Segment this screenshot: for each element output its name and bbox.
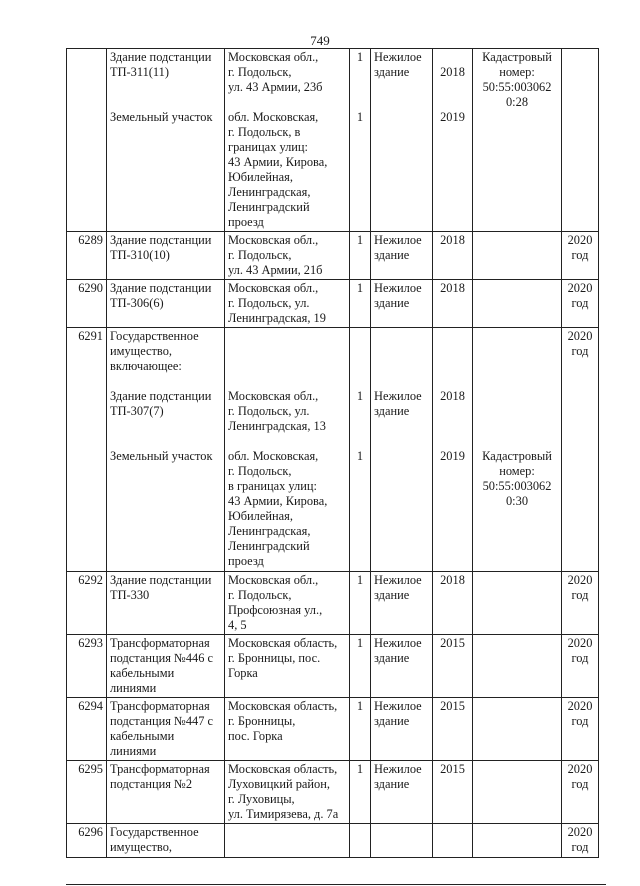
cell-name [107, 49, 225, 232]
cell-line: 2020 [567, 762, 593, 776]
cell-year [433, 328, 473, 572]
cell-type [371, 698, 433, 761]
cell-number: 6292 [67, 572, 107, 635]
cell-type [371, 572, 433, 635]
cell-line: год [571, 714, 589, 728]
cell-end-year [562, 328, 599, 572]
cell-address [225, 635, 350, 698]
cell-line: г. Подольск, в [228, 125, 301, 139]
cell-line: год [571, 840, 589, 854]
cell-line: ТП-311(11) [110, 65, 169, 79]
cell-line: проезд [228, 215, 264, 229]
cell-line: год [571, 248, 589, 262]
cell-line: ТП-330 [110, 588, 150, 602]
cell-number: 6295 [67, 761, 107, 824]
cell-name [107, 635, 225, 698]
cell-line: г. Подольск, ул. [228, 296, 310, 310]
cell-line: г. Бронницы, пос. [228, 651, 321, 665]
cell-line: 1 [356, 762, 364, 776]
cell-line [436, 344, 469, 359]
cell-line: здание [374, 714, 410, 728]
cell-line: Нежилое [374, 573, 422, 587]
cell-line: имущество, [110, 840, 172, 854]
cell-year [433, 572, 473, 635]
cell-line: Ленинградская, [228, 524, 311, 538]
cell-end-year [562, 572, 599, 635]
cell-note [473, 232, 562, 280]
cell-line: год [571, 296, 589, 310]
page-number: 749 [310, 33, 330, 48]
cell-line: Ленинградский [228, 200, 310, 214]
cell-line [436, 95, 469, 110]
cell-line: номер: [499, 464, 535, 478]
cell-type [371, 824, 433, 858]
cell-line [110, 419, 221, 434]
cell-line: 1 [356, 573, 364, 587]
cell-line [228, 359, 346, 374]
cell-line: здание [374, 777, 410, 791]
cell-line: включающее: [110, 359, 182, 373]
cell-address [225, 328, 350, 572]
cell-line: 1 [356, 449, 364, 463]
cell-type [371, 280, 433, 328]
cell-line: Ленинградский [228, 539, 310, 553]
cell-line: 2020 [567, 329, 593, 343]
cell-name [107, 572, 225, 635]
cell-line: 2020 [567, 233, 593, 247]
cell-line: год [571, 777, 589, 791]
cell-number: 6296 [67, 824, 107, 858]
cell-line: 1 [356, 50, 364, 64]
cell-line: Здание подстанции [110, 233, 212, 247]
cell-line: 1 [356, 110, 364, 124]
cell-line [374, 374, 429, 389]
cell-line [476, 434, 558, 449]
cell-year [433, 232, 473, 280]
cell-line: 2020 [567, 636, 593, 650]
cell-line [436, 374, 469, 389]
cell-line: обл. Московская, [228, 110, 319, 124]
cell-line: Московская область, [228, 636, 338, 650]
cell-line: 43 Армии, Кирова, [228, 155, 328, 169]
cell-number [67, 49, 107, 232]
cell-line: Юбилейная, [228, 170, 293, 184]
cell-line: Здание подстанции [110, 573, 212, 587]
cell-end-year [562, 824, 599, 858]
cell-line: Ленинградская, 13 [228, 419, 326, 433]
table-row [67, 824, 599, 858]
registry-body [67, 49, 599, 858]
cell-line: Здание подстанции [110, 389, 212, 403]
cell-line: Профсоюзная ул., [228, 603, 323, 617]
cell-line: Здание подстанции [110, 281, 212, 295]
cell-line [353, 359, 367, 374]
cell-line [110, 80, 221, 95]
cell-line: 43 Армии, Кирова, [228, 494, 328, 508]
cell-line [228, 344, 346, 359]
cell-line [476, 404, 558, 419]
cell-line: Московская обл., [228, 281, 319, 295]
cell-line: 1 [356, 281, 364, 295]
cell-line: 2018 [440, 65, 465, 79]
table-row [67, 761, 599, 824]
cell-line [353, 329, 367, 344]
cell-line: 2015 [440, 762, 465, 776]
cell-line [110, 374, 221, 389]
cell-line [374, 329, 429, 344]
cell-line: Трансформаторная [110, 699, 210, 713]
cell-line: Нежилое [374, 636, 422, 650]
cell-line: здание [374, 65, 410, 79]
cell-line: 2018 [440, 281, 465, 295]
cell-line: Московская обл., [228, 50, 319, 64]
cell-line [476, 419, 558, 434]
table-row [67, 572, 599, 635]
cell-type [371, 232, 433, 280]
cell-line [476, 344, 558, 359]
cell-line: Земельный участок [110, 449, 213, 463]
cell-year [433, 698, 473, 761]
cell-address [225, 698, 350, 761]
cell-year [433, 280, 473, 328]
cell-line: подстанция №446 с [110, 651, 214, 665]
cell-line: Горка [228, 666, 258, 680]
cell-line: 2018 [440, 233, 465, 247]
cell-end-year [562, 635, 599, 698]
cell-line: в границах улиц: [228, 479, 317, 493]
cell-line [436, 329, 469, 344]
cell-line: г. Подольск, ул. [228, 404, 310, 418]
cell-line [353, 374, 367, 389]
cell-line [374, 359, 429, 374]
cell-line: 50:55:003062 [482, 479, 552, 493]
cell-quantity [350, 698, 371, 761]
cell-address [225, 232, 350, 280]
cell-line: 2018 [440, 573, 465, 587]
table-row [67, 635, 599, 698]
cell-line: г. Подольск, [228, 464, 292, 478]
cell-note [473, 698, 562, 761]
cell-year [433, 49, 473, 232]
cell-line: Нежилое [374, 50, 422, 64]
cell-line: ул. 43 Армии, 23б [228, 80, 323, 94]
cell-line: подстанция №447 с [110, 714, 214, 728]
cell-line [110, 434, 221, 449]
cell-line: здание [374, 404, 410, 418]
cell-end-year [562, 698, 599, 761]
cell-line: год [571, 588, 589, 602]
cell-line: г. Подольск, [228, 588, 292, 602]
cell-line: 2020 [567, 825, 593, 839]
cell-line: ТП-307(7) [110, 404, 164, 418]
cell-line: пос. Горка [228, 729, 283, 743]
cell-line: год [571, 651, 589, 665]
cell-line: 2015 [440, 699, 465, 713]
cell-line: линиями [110, 681, 157, 695]
cell-type [371, 761, 433, 824]
cell-quantity [350, 761, 371, 824]
table-row [67, 280, 599, 328]
cell-line: Кадастровый [482, 50, 552, 64]
cell-line: 1 [356, 636, 364, 650]
cell-address [225, 761, 350, 824]
cell-line [374, 344, 429, 359]
cell-line: номер: [499, 65, 535, 79]
cell-line [353, 65, 367, 80]
cell-note [473, 49, 562, 232]
cell-line: Земельный участок [110, 110, 213, 124]
cell-number: 6293 [67, 635, 107, 698]
cell-line: 2020 [567, 573, 593, 587]
cell-line: подстанция №2 [110, 777, 193, 791]
cell-end-year [562, 761, 599, 824]
cell-line: кабельными [110, 666, 175, 680]
bottom-rule [66, 884, 606, 885]
cell-line: обл. Московская, [228, 449, 319, 463]
cell-line [353, 434, 367, 449]
cell-number: 6289 [67, 232, 107, 280]
cell-name [107, 824, 225, 858]
cell-line: Нежилое [374, 281, 422, 295]
cell-year [433, 761, 473, 824]
cell-name [107, 761, 225, 824]
cell-number: 6294 [67, 698, 107, 761]
cell-quantity [350, 824, 371, 858]
cell-quantity [350, 328, 371, 572]
cell-name [107, 280, 225, 328]
cell-year [433, 824, 473, 858]
cell-line [353, 95, 367, 110]
cell-line: границах улиц: [228, 140, 309, 154]
cell-line: здание [374, 296, 410, 310]
cell-line [476, 329, 558, 344]
cell-line: 4, 5 [228, 618, 247, 632]
cell-quantity [350, 635, 371, 698]
cell-address [225, 280, 350, 328]
cell-line: кабельными [110, 729, 175, 743]
cell-line: Московская обл., [228, 233, 319, 247]
cell-end-year [562, 232, 599, 280]
cell-line [436, 404, 469, 419]
cell-line: г. Подольск, [228, 65, 292, 79]
cell-line: Юбилейная, [228, 509, 293, 523]
cell-line: Нежилое [374, 389, 422, 403]
cell-type [371, 49, 433, 232]
cell-line: Нежилое [374, 762, 422, 776]
cell-line: 2019 [440, 449, 465, 463]
cell-line [228, 95, 346, 110]
cell-line [228, 434, 346, 449]
cell-line: здание [374, 248, 410, 262]
cell-line [436, 434, 469, 449]
cell-line: г. Бронницы, [228, 714, 296, 728]
cell-line: 1 [356, 233, 364, 247]
cell-number: 6291 [67, 328, 107, 572]
cell-line: 1 [356, 699, 364, 713]
cell-line: Государственное [110, 825, 199, 839]
property-registry-table [66, 48, 599, 858]
cell-line [353, 344, 367, 359]
cell-line: ул. 43 Армии, 21б [228, 263, 323, 277]
cell-line: год [571, 344, 589, 358]
cell-note [473, 280, 562, 328]
cell-line: проезд [228, 554, 264, 568]
cell-line [436, 50, 469, 65]
table-row [67, 232, 599, 280]
cell-line: Нежилое [374, 233, 422, 247]
cell-line: 50:55:003062 [482, 80, 552, 94]
cell-quantity [350, 232, 371, 280]
cell-end-year [562, 280, 599, 328]
cell-line [476, 359, 558, 374]
cell-address [225, 572, 350, 635]
cell-line: 2020 [567, 699, 593, 713]
cell-line: Ленинградская, [228, 185, 311, 199]
cell-line [476, 389, 558, 404]
cell-end-year [562, 49, 599, 232]
cell-address [225, 824, 350, 858]
cell-number: 6290 [67, 280, 107, 328]
cell-line: г. Подольск, [228, 248, 292, 262]
cell-line: здание [374, 588, 410, 602]
cell-line: 2019 [440, 110, 465, 124]
cell-line [228, 329, 346, 344]
cell-note [473, 328, 562, 572]
table-row [67, 698, 599, 761]
cell-line [353, 419, 367, 434]
cell-line: Трансформаторная [110, 762, 210, 776]
cell-line [353, 80, 367, 95]
cell-line: ул. Тимирязева, д. 7а [228, 807, 339, 821]
cell-line: Московская обл., [228, 389, 319, 403]
cell-line: Московская область, [228, 762, 338, 776]
table-row [67, 328, 599, 572]
cell-note [473, 761, 562, 824]
cell-line [353, 404, 367, 419]
cell-line: линиями [110, 744, 157, 758]
cell-line: ТП-306(6) [110, 296, 164, 310]
cell-line: г. Луховицы, [228, 792, 295, 806]
cell-line: Здание подстанции [110, 50, 212, 64]
cell-quantity [350, 49, 371, 232]
cell-line: 2020 [567, 281, 593, 295]
cell-quantity [350, 572, 371, 635]
cell-line: Московская обл., [228, 573, 319, 587]
cell-name [107, 328, 225, 572]
cell-name [107, 698, 225, 761]
cell-note [473, 824, 562, 858]
cell-line: Кадастровый [482, 449, 552, 463]
cell-year [433, 635, 473, 698]
cell-type [371, 328, 433, 572]
cell-quantity [350, 280, 371, 328]
cell-line: Нежилое [374, 699, 422, 713]
cell-line [436, 80, 469, 95]
cell-line: Трансформаторная [110, 636, 210, 650]
cell-line: 2018 [440, 389, 465, 403]
cell-name [107, 232, 225, 280]
cell-note [473, 572, 562, 635]
cell-line: Ленинградская, 19 [228, 311, 326, 325]
cell-line: Луховицкий район, [228, 777, 330, 791]
cell-note [473, 635, 562, 698]
cell-line: имущество, [110, 344, 172, 358]
cell-line [228, 374, 346, 389]
cell-line: 0:28 [505, 95, 529, 109]
cell-line: 1 [356, 389, 364, 403]
cell-line [436, 359, 469, 374]
cell-line: Государственное [110, 329, 199, 343]
table-row [67, 49, 599, 232]
cell-line [110, 95, 221, 110]
cell-type [371, 635, 433, 698]
cell-line: 0:30 [505, 494, 529, 508]
cell-line: здание [374, 651, 410, 665]
cell-address [225, 49, 350, 232]
cell-line: Московская область, [228, 699, 338, 713]
cell-line: 2015 [440, 636, 465, 650]
cell-line [476, 374, 558, 389]
cell-line [436, 419, 469, 434]
cell-line: ТП-310(10) [110, 248, 170, 262]
